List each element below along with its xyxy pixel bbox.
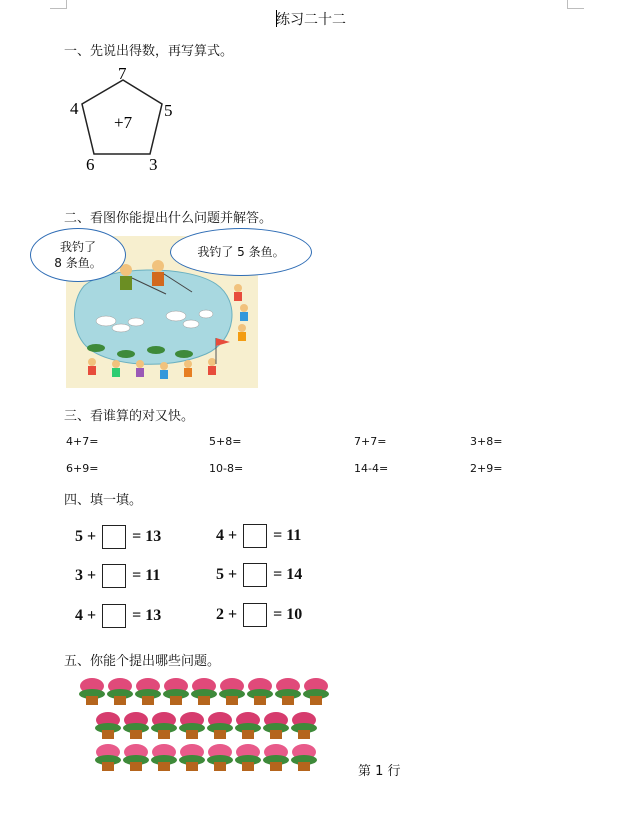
answer-box[interactable] [102,525,126,549]
fill-in-equation [216,563,302,587]
page-corner-mark [50,0,67,9]
answer-box[interactable] [243,524,267,548]
fill-in-equation [75,564,160,588]
fill-result: = 11 [132,567,161,584]
fill-in-equation [216,524,301,548]
fill-result: = 13 [132,528,162,545]
answer-box[interactable] [102,564,126,588]
pentagon-number-bottom-right: 3 [149,155,158,174]
equation[interactable]: 5+8= [209,435,242,448]
fill-left-operand: 4 + [75,607,97,624]
equation[interactable]: 4+7= [66,435,99,448]
section4-heading[interactable]: 四、填一填。 [64,493,143,508]
equation[interactable]: 10-8= [209,462,244,475]
section3-heading[interactable]: 三、看谁算的对又快。 [64,409,195,424]
flower-pots-illustration [72,676,346,776]
fill-result: = 14 [273,566,303,583]
fill-result: = 13 [132,607,162,624]
equation[interactable]: 3+8= [470,435,503,448]
bubble-left-line2: 8 条鱼。 [54,256,102,270]
pentagon-number-left: 4 [70,99,79,118]
pentagon-number-right: 5 [164,101,173,120]
fill-left-operand: 5 + [75,528,97,545]
fill-left-operand: 2 + [216,606,238,623]
pentagon-diagram [64,64,194,176]
speech-bubble-left [30,228,126,282]
fill-in-equation [75,604,161,628]
section2-heading[interactable]: 二、看图你能提出什么问题并解答。 [64,211,273,226]
equation[interactable]: 7+7= [354,435,387,448]
page-corner-mark [567,0,584,9]
fill-in-equation [216,603,302,627]
answer-box[interactable] [102,604,126,628]
page-footer: 第 1 行 [358,764,401,779]
section1-heading[interactable]: 一、先说出得数，再写算式。 [64,44,234,59]
fill-result: = 10 [273,606,303,623]
section5-heading[interactable]: 五、你能个提出哪些问题。 [64,654,221,669]
speech-bubble-right [170,228,312,276]
fill-left-operand: 3 + [75,567,97,584]
fill-left-operand: 5 + [216,566,238,583]
answer-box[interactable] [243,563,267,587]
pentagon-center-label: +7 [114,113,133,132]
answer-box[interactable] [243,603,267,627]
fill-result: = 11 [273,527,302,544]
bubble-left-line1: 我钓了 [59,240,96,254]
page-title[interactable]: 练习二十二 [276,12,346,28]
pentagon-number-top: 7 [118,64,127,83]
equation[interactable]: 6+9= [66,462,99,475]
bubble-right-text: 我钓了 5 条鱼。 [197,245,285,259]
equation[interactable]: 2+9= [470,462,503,475]
equation[interactable]: 14-4= [354,462,389,475]
fill-left-operand: 4 + [216,527,238,544]
pentagon-number-bottom-left: 6 [86,155,95,174]
fill-in-equation [75,525,161,549]
